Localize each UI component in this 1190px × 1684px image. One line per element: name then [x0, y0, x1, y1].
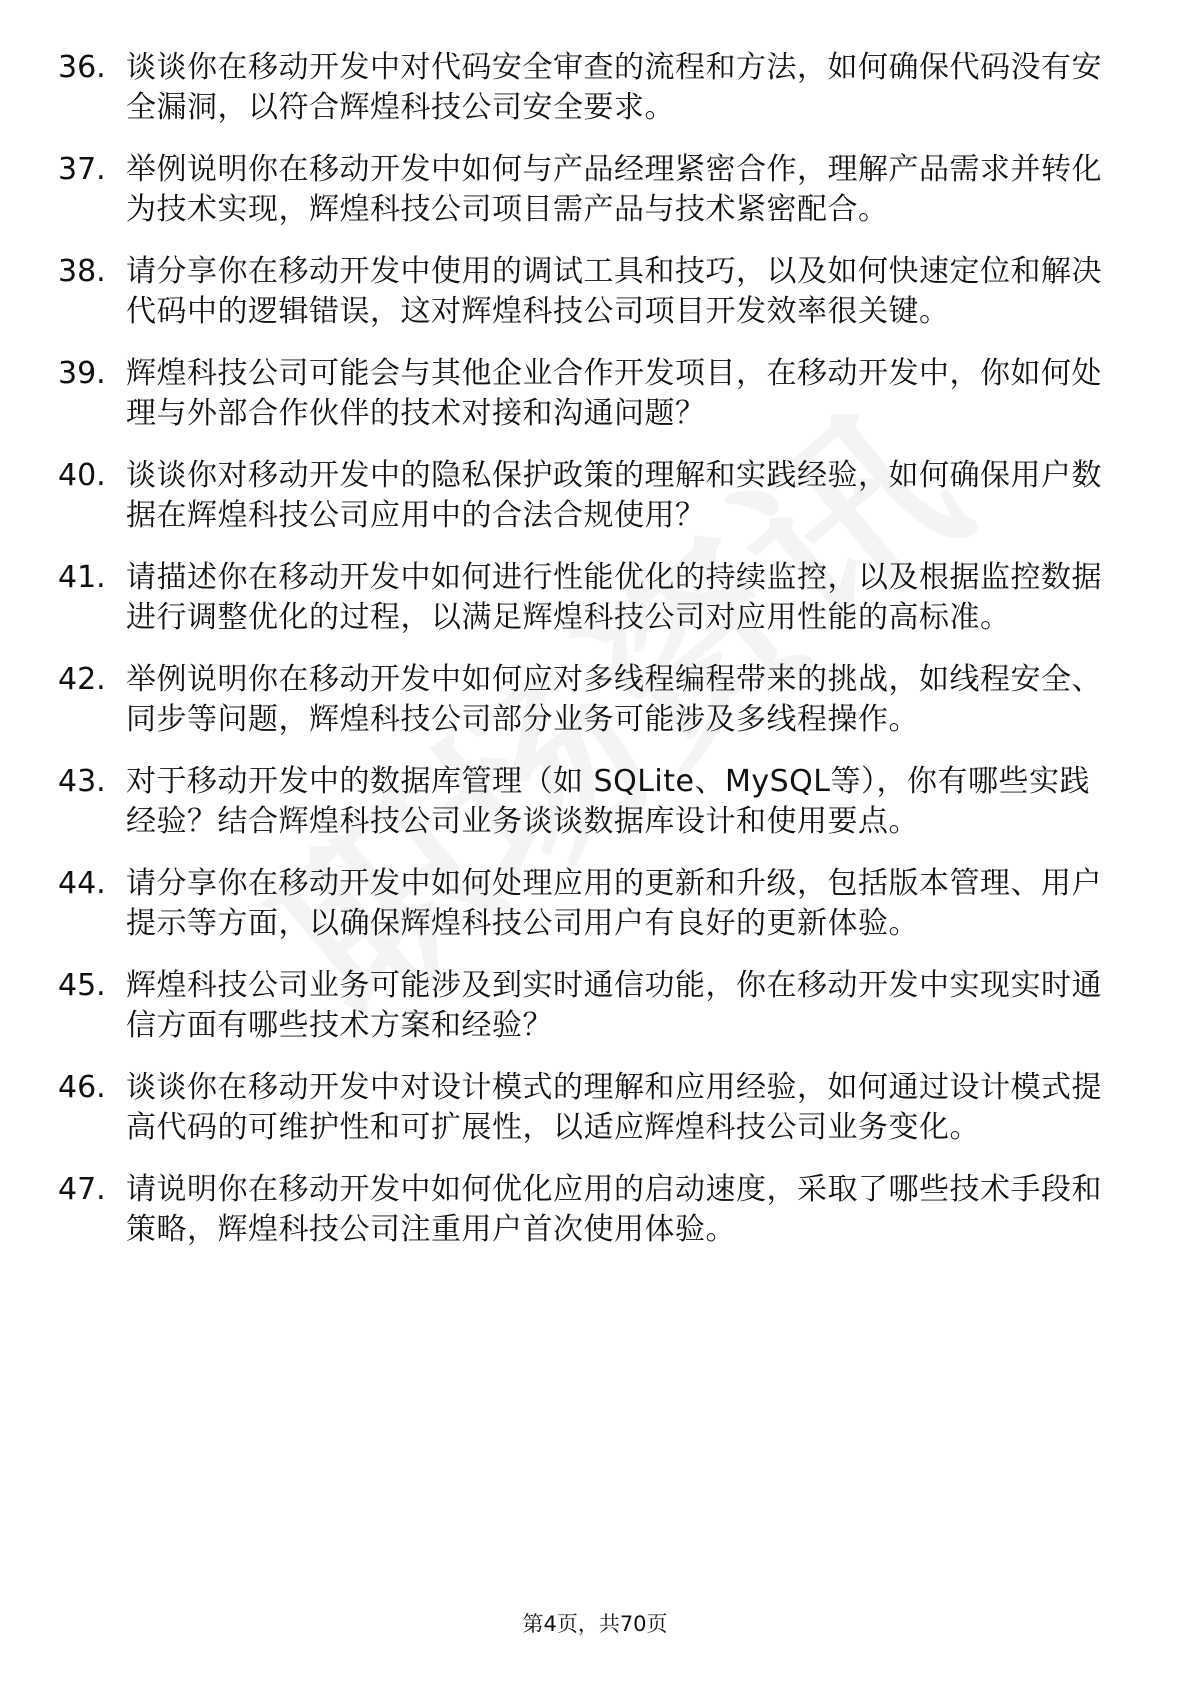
question-number: 41. — [58, 560, 106, 595]
question-number: 37. — [58, 152, 106, 187]
question-item — [58, 558, 1118, 638]
question-number: 40. — [58, 458, 106, 493]
question-text: 请分享你在移动开发中使用的调试工具和技巧，以及如何快速定位和解决代码中的逻辑错误，这对辉煌科技公司项目开发效率很关键。 — [126, 254, 1102, 329]
question-item — [58, 456, 1118, 536]
question-item — [58, 762, 1118, 842]
question-text: 请说明你在移动开发中如何优化应用的启动速度，采取了哪些技术手段和策略，辉煌科技公司注重用户首次使用体验。 — [126, 1172, 1102, 1247]
question-number: 39. — [58, 356, 106, 391]
question-item — [58, 1170, 1118, 1250]
question-item — [58, 864, 1118, 944]
question-item — [58, 48, 1118, 128]
question-text: 谈谈你在移动开发中对代码安全审查的流程和方法，如何确保代码没有安全漏洞，以符合辉煌科技公司安全要求。 — [126, 50, 1102, 125]
question-text: 对于移动开发中的数据库管理（如 SQLite、MySQL等），你有哪些实践经验？结合辉煌科技公司业务谈谈数据库设计和使用要点。 — [126, 764, 1090, 839]
question-text: 举例说明你在移动开发中如何应对多线程编程带来的挑战，如线程安全、同步等问题，辉煌科技公司部分业务可能涉及多线程操作。 — [126, 662, 1102, 737]
question-item — [58, 660, 1118, 740]
question-number: 42. — [58, 662, 106, 697]
question-item — [58, 1068, 1118, 1148]
question-number: 43. — [58, 764, 106, 799]
question-number: 44. — [58, 866, 106, 901]
question-text: 请描述你在移动开发中如何进行性能优化的持续监控，以及根据监控数据进行调整优化的过程，以满足辉煌科技公司对应用性能的高标准。 — [126, 560, 1102, 635]
question-number: 36. — [58, 50, 106, 85]
question-item — [58, 150, 1118, 230]
question-item — [58, 966, 1118, 1046]
question-text: 辉煌科技公司可能会与其他企业合作开发项目，在移动开发中，你如何处理与外部合作伙伴的技术对接和沟通问题？ — [126, 356, 1102, 431]
question-text: 请分享你在移动开发中如何处理应用的更新和升级，包括版本管理、用户提示等方面，以确保辉煌科技公司用户有良好的更新体验。 — [126, 866, 1102, 941]
question-number: 47. — [58, 1172, 106, 1207]
question-number: 45. — [58, 968, 106, 1003]
question-item — [58, 354, 1118, 434]
question-text: 谈谈你在移动开发中对设计模式的理解和应用经验，如何通过设计模式提高代码的可维护性和可扩展性，以适应辉煌科技公司业务变化。 — [126, 1070, 1102, 1145]
question-text: 谈谈你对移动开发中的隐私保护政策的理解和实践经验，如何确保用户数据在辉煌科技公司应用中的合法合规使用？ — [126, 458, 1102, 533]
question-item — [58, 252, 1118, 332]
question-list — [58, 48, 1118, 1272]
question-text: 辉煌科技公司业务可能涉及到实时通信功能，你在移动开发中实现实时通信方面有哪些技术方案和经验？ — [126, 968, 1102, 1043]
question-number: 46. — [58, 1070, 106, 1105]
page-footer: 第4页，共70页 — [522, 1612, 668, 1636]
question-text: 举例说明你在移动开发中如何与产品经理紧密合作，理解产品需求并转化为技术实现，辉煌科技公司项目需产品与技术紧密配合。 — [126, 152, 1102, 227]
question-number: 38. — [58, 254, 106, 289]
